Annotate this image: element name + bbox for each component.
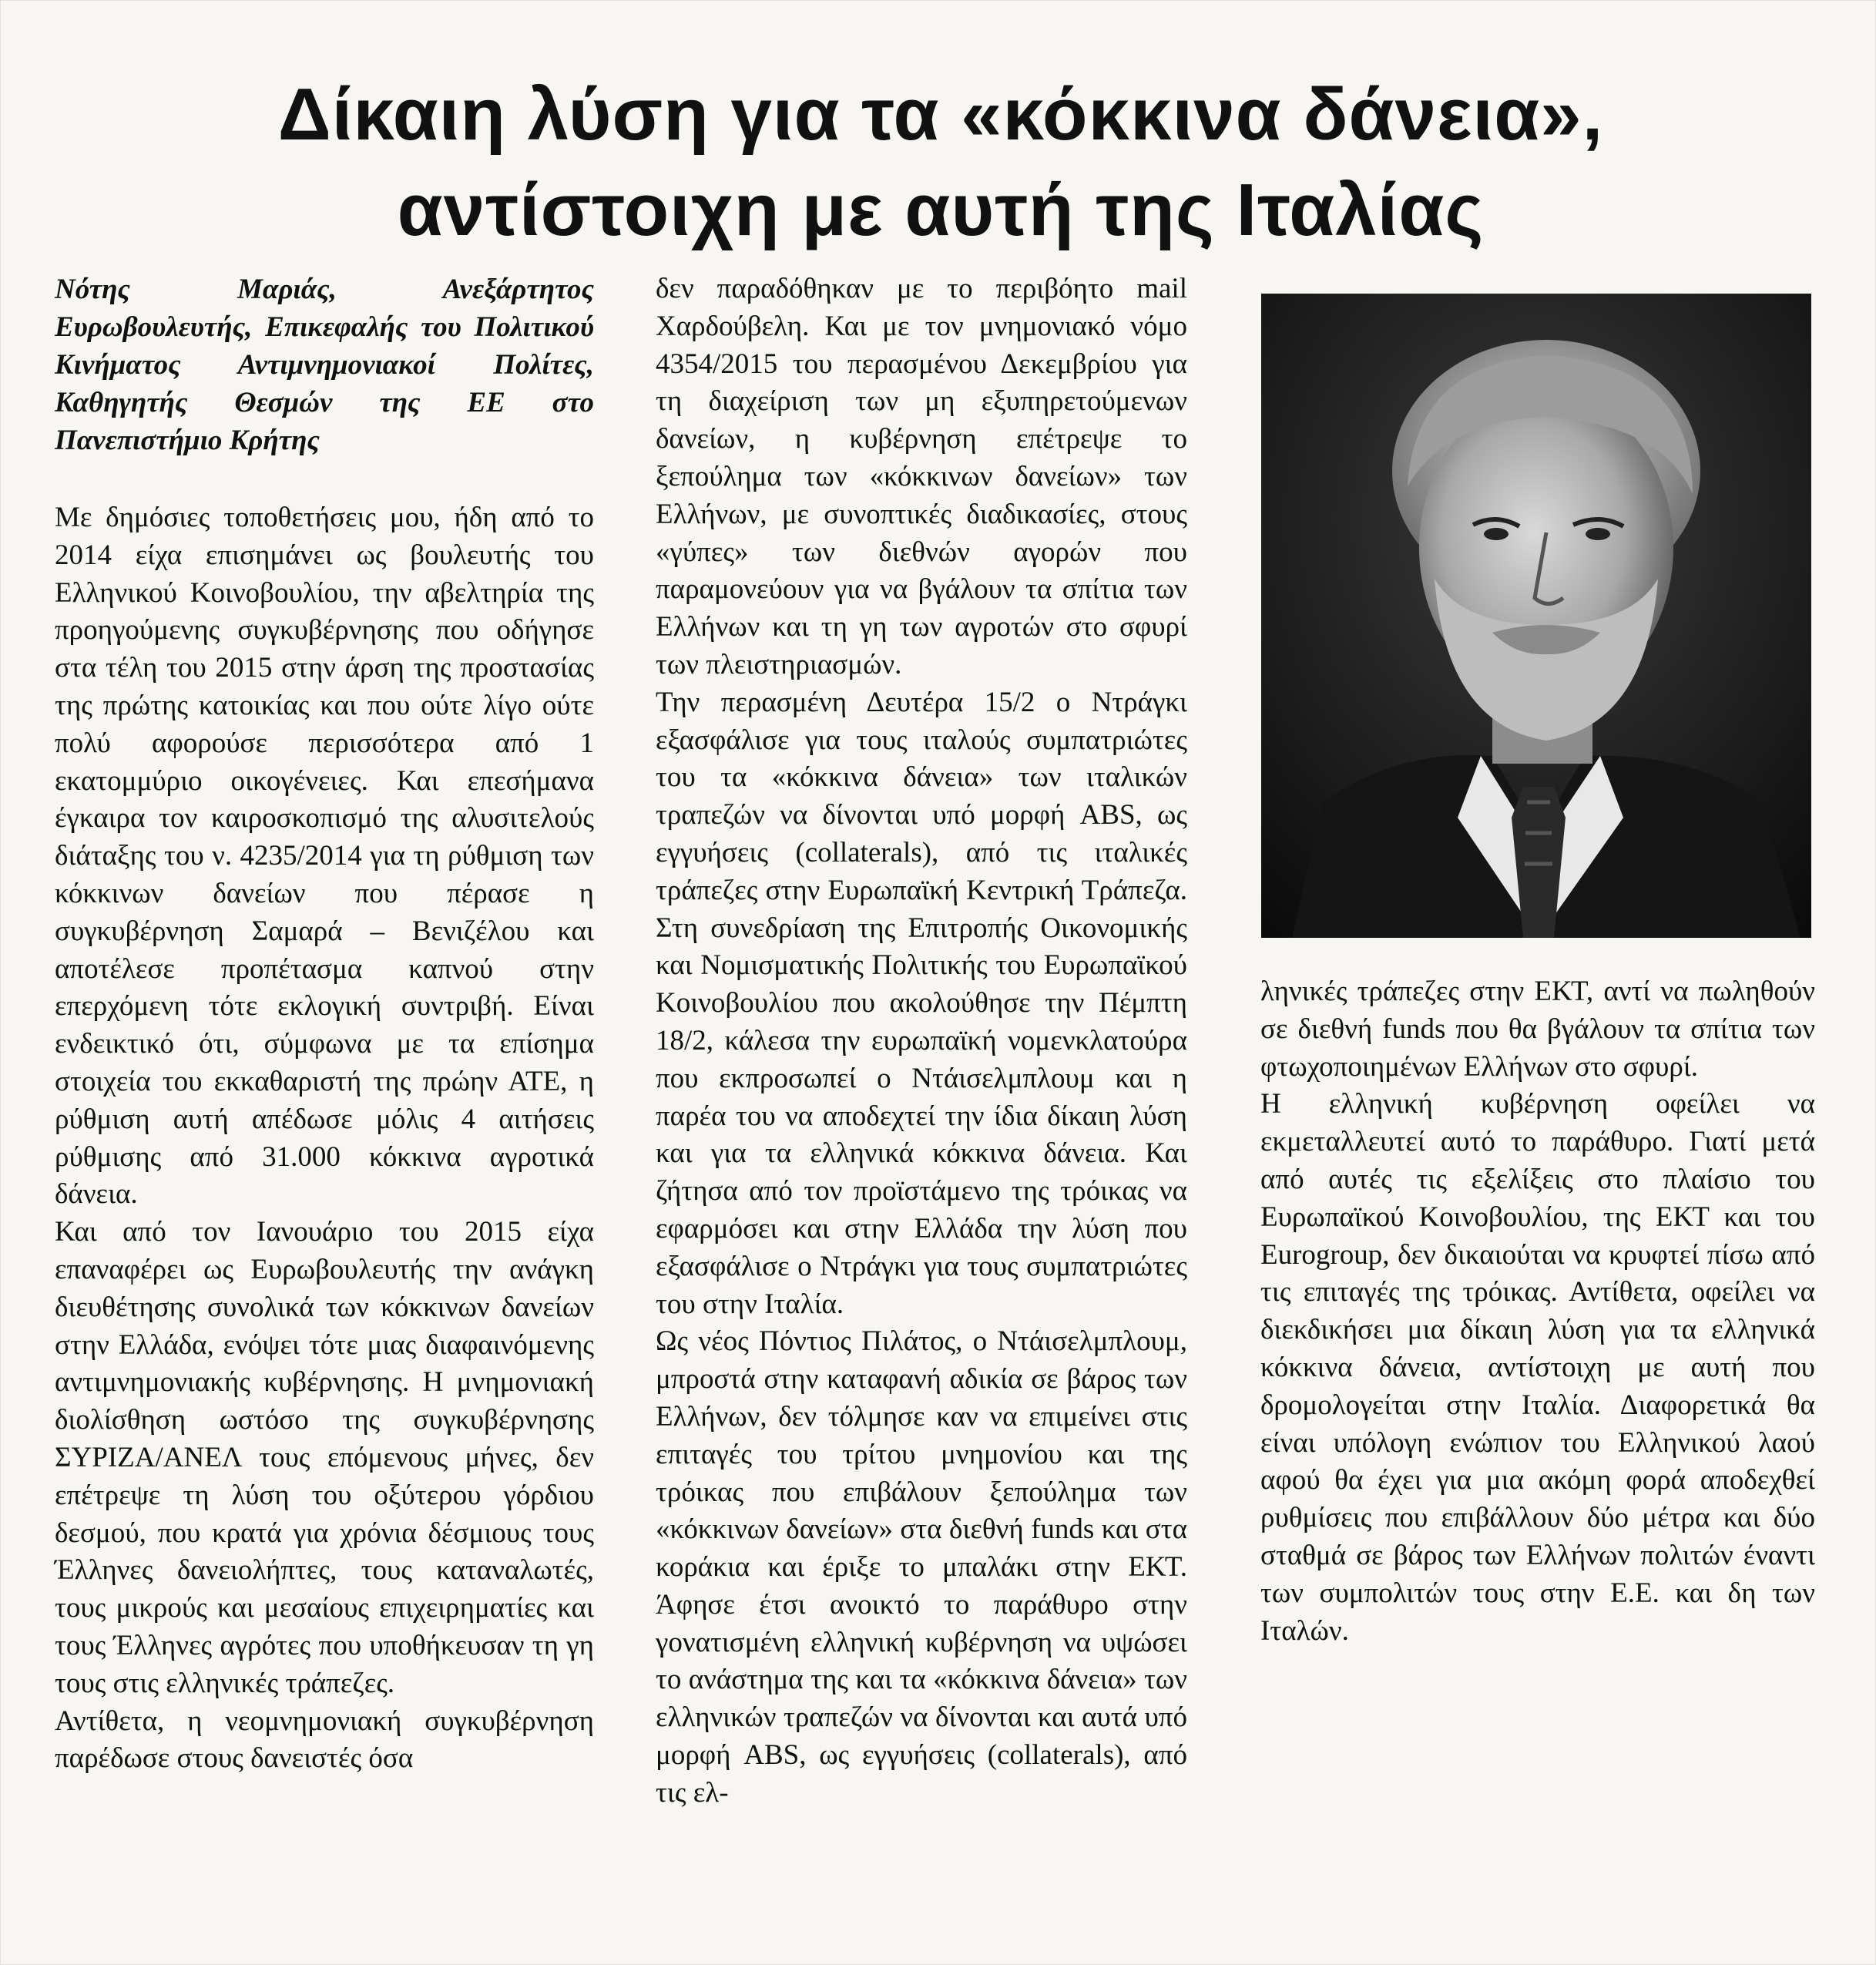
article-headline xyxy=(47,67,1834,258)
paragraph: ληνικές τράπεζες στην ΕΚΤ, αντί να πωληθούν σε διεθνή funds που θα βγάλουν τα σπίτια των φτωχοποιημένων Ελλήνων στο σφυρί. xyxy=(1260,976,1815,1083)
paragraph: Και από τον Ιανουάριο του 2015 είχα επαναφέρει ως Ευρωβουλευτής την ανάγκη διευθέτησης συνολικά των κόκκινων δανείων στην Ελλάδα, ενόψει τότε μιας διαφαινόμενης αντιμνημονιακής κυβέρνησης. Η μνημονιακή διολίσθηση ωστόσο της συγκυβέρνησης ΣΥΡΙΖΑ/ΑΝΕΛ τους επόμενους μήνες, δεν επέτρεψε τη λύση του οξύτερου γόρδιου δεσμού, που κρατά για χρόνια δέσμιους τους Έλληνες δανειολήπτες, τους καταναλωτές, τους μικρούς και μεσαίους επιχειρηματίες και τους Έλληνες αγρότες που υποθήκευσαν τη γη τους στις ελληνικές τράπεζες. xyxy=(55,1216,594,1699)
article-column-2 xyxy=(656,270,1187,1812)
paragraph: Με δημόσιες τοποθετήσεις μου, ήδη από το 2014 είχα επισημάνει ως βουλευτής του Ελληνικού Κοινοβουλίου, την αβελτηρία της προηγούμενης συγκυβέρνησης που οδήγησε στα τέλη του 2015 στην άρση της προστασίας της πρώτης κατοικίας και που ούτε λίγο ούτε πολύ αφορούσε περισσότερα από 1 εκατομμύριο οικογένειες. Και επεσήμανα έγκαιρα τον καιροσκοπισμό της αλυσιτελούς διάταξης του ν. 4235/2014 για τη ρύθμιση των κόκκινων δανείων που πέρασε η συγκυβέρνηση Σαμαρά – Βενιζέλου και αποτέλεσε προπέτασμα καπνού στην επερχόμενη τότε εκλογική συντριβή. Είναι ενδεικτικό ότι, σύμφωνα με τα επίσημα στοιχεία του εκκαθαριστή της πρώην ΑΤΕ, η ρύθμιση αυτή απέδωσε μόλις 4 αιτήσεις ρύθμισης από 31.000 κόκκινα αγροτικά δάνεια. xyxy=(55,502,594,1211)
author-byline: Νότης Μαριάς, Ανεξάρτητος Ευρωβουλευτής, Επικεφαλής του Πολιτικού Κινήματος Αντιμνημονιακοί Πολίτες, Καθηγητής Θεσμών της ΕΕ στο Πανεπιστήμιο Κρήτης xyxy=(55,274,594,456)
paragraph: Αντίθετα, η νεομνημονιακή συγκυβέρνηση παρέδωσε στους δανειστές όσα xyxy=(55,1705,594,1775)
paragraph: Την περασμένη Δευτέρα 15/2 ο Ντράγκι εξασφάλισε για τους ιταλούς συμπατριώτες του τα «κόκκινα δάνεια» των ιταλικών τραπεζών να δίνονται υπό μορφή ABS, ως εγγυήσεις (collaterals), από τις ιταλικές τράπεζες στην Ευρωπαϊκή Κεντρική Τράπεζα. Στη συνεδρίαση της Επιτροπής Οικονομικής και Νομισματικής Πολιτικής του Ευρωπαϊκού Κοινοβουλίου που ακολούθησε την Πέμπτη 18/2, κάλεσα την ευρωπαϊκή νομενκλατούρα που εκπροσωπεί ο Ντάισελμπλουμ και η παρέα του να αποδεχτεί την ίδια δίκαιη λύση και για τα ελληνικά κόκκινα δάνεια. Και ζήτησα από τον προϊστάμενο της τρόικας να εφαρμόσει και στην Ελλάδα την λύση που εξασφάλισε ο Ντράγκι για τους συμπατριώτες του στην Ιταλία. xyxy=(656,686,1187,1320)
paragraph: Ως νέος Πόντιος Πιλάτος, ο Ντάισελμπλουμ, μπροστά στην καταφανή αδικία σε βάρος των Ελλήνων, δεν τόλμησε καν να επιμείνει στις επιταγές του τρίτου μνημονίου και της τρόικας που επιβάλουν ξεπούλημα των «κόκκινων δανείων» στα διεθνή funds και στα κοράκια και έριξε το μπαλάκι στην ΕΚΤ. Άφησε έτσι ανοικτό το παράθυρο στην γονατισμένη ελληνική κυβέρνηση να υψώσει το ανάστημα της και τα «κόκκινα δάνεια» των ελληνικών τραπεζών να δίνονται και αυτά υπό μορφή ABS, ως εγγυήσεις (collaterals), από τις ελ- xyxy=(656,1325,1187,1809)
author-portrait-photo xyxy=(1261,294,1811,938)
paragraph: δεν παραδόθηκαν με το περιβόητο mail Χαρδούβελη. Και με τον μνημονιακό νόμο 4354/2015 του περασμένου Δεκεμβρίου για τη διαχείριση των μη εξυπηρετούμενων δανείων, η κυβέρνηση επέτρεψε το ξεπούλημα των «κόκκινων δανείων» των Ελλήνων, με συνοπτικές διαδικασίες, στους «γύπες» των διεθνών αγορών που παραμονεύουν για να βγάλουν τα σπίτια των Ελλήνων και τη γη των αγροτών στο σφυρί των πλειστηριασμών. xyxy=(656,273,1187,680)
portrait-illustration xyxy=(1261,294,1811,938)
headline-line-1: Δίκαιη λύση για τα «κόκκινα δάνεια», xyxy=(277,73,1604,156)
headline-line-2: αντίστοιχη με αυτή της Ιταλίας xyxy=(397,169,1485,252)
paragraph: Η ελληνική κυβέρνηση οφείλει να εκμεταλλευτεί αυτό το παράθυρο. Γιατί μετά από αυτές τις εξελίξεις στο πλαίσιο του Ευρωπαϊκού Κοινοβουλίου, της ΕΚΤ και του Eurogroup, δεν δικαιούται να κρυφτεί πίσω από τις επιταγές της τρόικας. Αντίθετα, οφείλει να διεκδικήσει μια δίκαιη λύση για τα ελληνικά κόκκινα δάνεια, αντίστοιχη με αυτή που δρομολογείται στην Ιταλία. Διαφορετικά θα είναι υπόλογη ενώπιον του Ελληνικού λαού αφού θα έχει για μια ακόμη φορά αποδεχθεί ρυθμίσεις που επιβάλλουν δύο μέτρα και δύο σταθμά σε βάρος των Ελλήνων πολιτών έναντι των συμπολιτών τους στην Ε.Ε. και δη των Ιταλών. xyxy=(1260,1088,1815,1647)
article-column-3 xyxy=(1260,973,1815,1650)
article-column-1 xyxy=(55,270,594,1778)
